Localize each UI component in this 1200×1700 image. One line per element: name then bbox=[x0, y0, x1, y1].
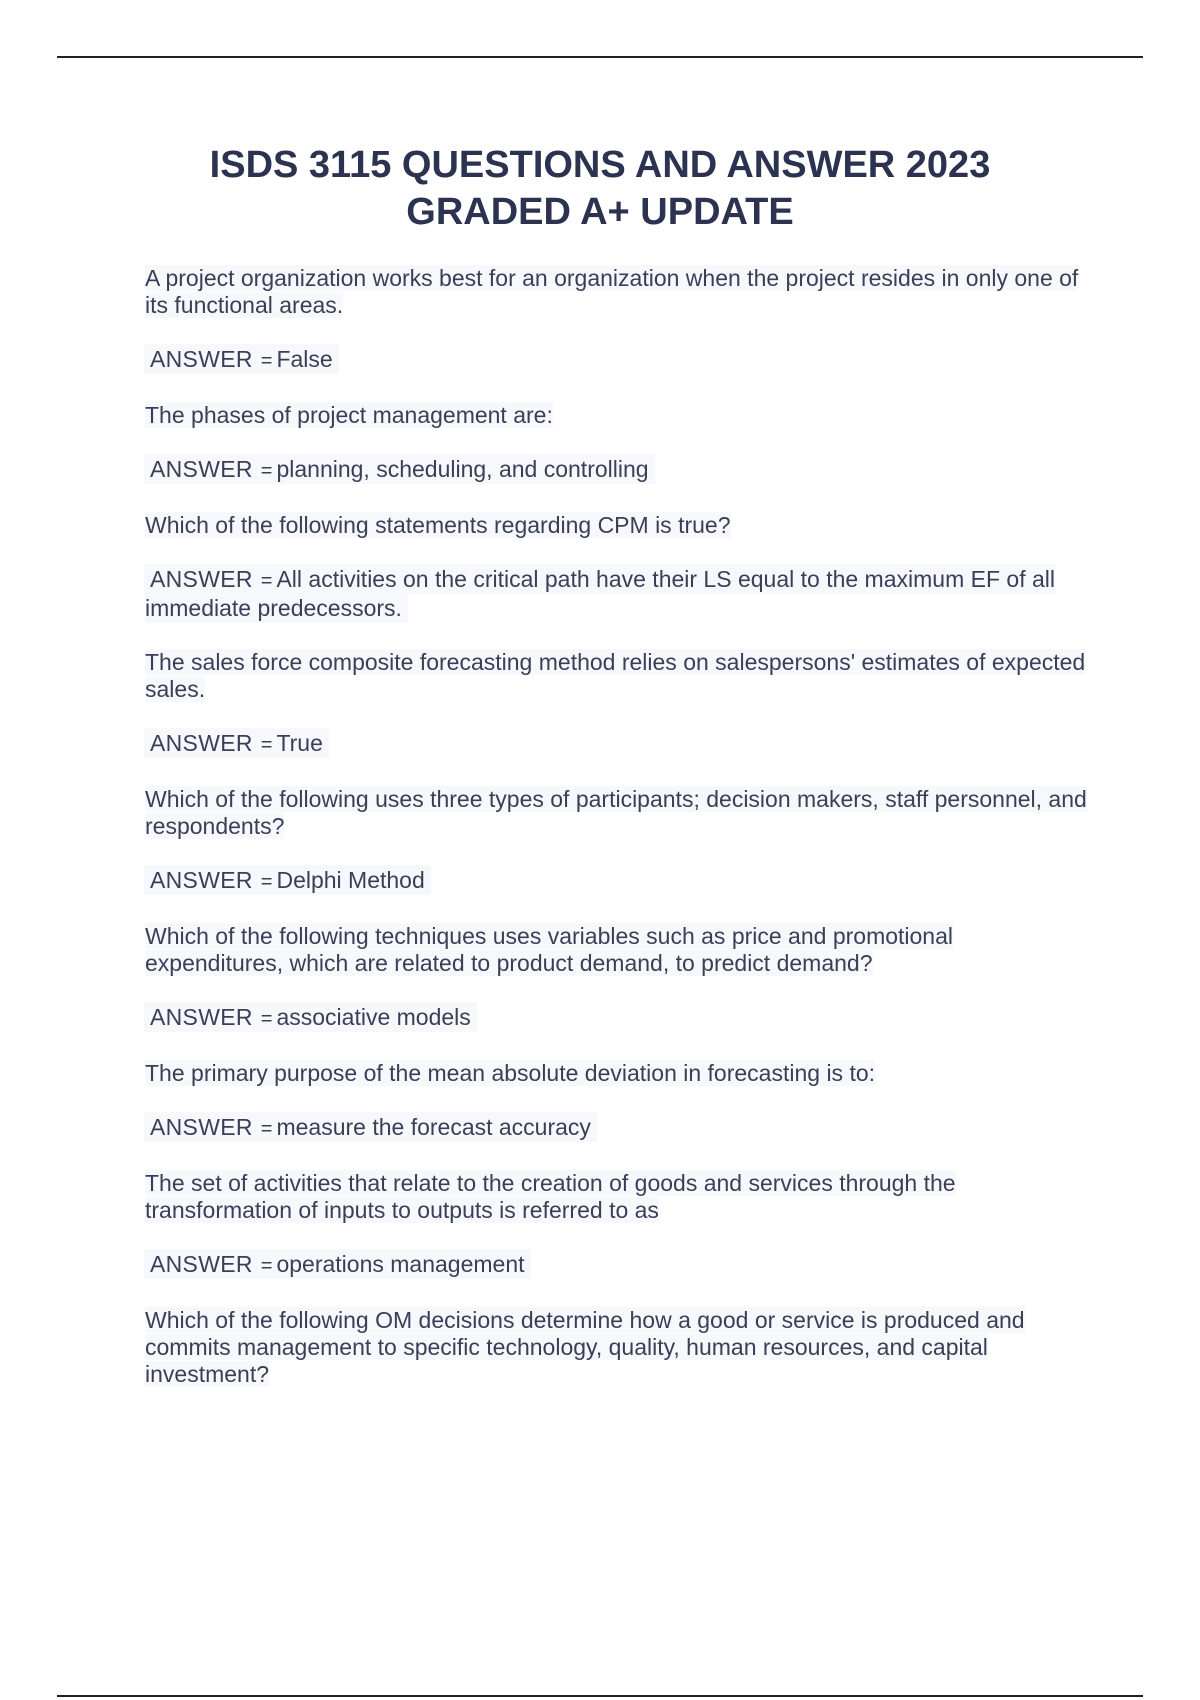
answer-text: All activities on the critical path have their LS equal to the maximum EF of all immediate predecessors. bbox=[145, 566, 1055, 621]
question-1: A project organization works best for an organization when the project resides in only one of its functional areas. bbox=[145, 265, 1079, 318]
question-8: The set of activities that relate to the creation of goods and services through the transformation of inputs to outputs is referred to as bbox=[145, 1170, 956, 1223]
question-4: The sales force composite forecasting method relies on salespersons' estimates of expected sales. bbox=[145, 649, 1086, 702]
answer-7: ANSWER = measure the forecast accuracy bbox=[145, 1114, 1090, 1143]
qa-list bbox=[145, 265, 1090, 1415]
answer-6: ANSWER = associative models bbox=[145, 1004, 1090, 1033]
document-title bbox=[100, 142, 1100, 236]
answer-key: ANSWER bbox=[150, 730, 253, 756]
answer-1: ANSWER = False bbox=[145, 346, 1090, 375]
answer-key: ANSWER bbox=[150, 867, 253, 893]
answer-text: operations management bbox=[276, 1251, 525, 1277]
question-2: The phases of project management are: bbox=[145, 402, 553, 428]
top-divider bbox=[57, 56, 1143, 58]
answer-key: ANSWER bbox=[150, 346, 253, 372]
answer-2: ANSWER = planning, scheduling, and controlling bbox=[145, 456, 1090, 485]
answer-key: ANSWER bbox=[150, 1004, 253, 1030]
answer-key: ANSWER bbox=[150, 456, 253, 482]
title-line-2: GRADED A+ UPDATE bbox=[406, 191, 794, 233]
answer-text: True bbox=[276, 730, 323, 756]
answer-text: planning, scheduling, and controlling bbox=[276, 456, 649, 482]
question-5: Which of the following uses three types of participants; decision makers, staff personnel, and respondents? bbox=[145, 786, 1087, 839]
bottom-divider bbox=[57, 1695, 1143, 1697]
answer-key: ANSWER bbox=[150, 566, 253, 592]
title-line-1: ISDS 3115 QUESTIONS AND ANSWER 2023 bbox=[209, 144, 991, 186]
answer-5: ANSWER = Delphi Method bbox=[145, 867, 1090, 896]
answer-key: ANSWER bbox=[150, 1114, 253, 1140]
question-9: Which of the following OM decisions determine how a good or service is produced and commits management to specific technology, quality, human resources, and capital investment? bbox=[145, 1307, 1025, 1387]
answer-text: measure the forecast accuracy bbox=[276, 1114, 591, 1140]
answer-text: False bbox=[276, 346, 333, 372]
answer-8: ANSWER = operations management bbox=[145, 1251, 1090, 1280]
question-7: The primary purpose of the mean absolute deviation in forecasting is to: bbox=[145, 1060, 876, 1086]
answer-key: ANSWER bbox=[150, 1251, 253, 1277]
question-3: Which of the following statements regarding CPM is true? bbox=[145, 512, 731, 538]
answer-4: ANSWER = True bbox=[145, 730, 1090, 759]
question-6: Which of the following techniques uses variables such as price and promotional expenditures, which are related to product demand, to predict demand? bbox=[145, 923, 953, 976]
answer-text: associative models bbox=[276, 1004, 471, 1030]
answer-3: ANSWER = All activities on the critical path have their LS equal to the maximum EF of all immediate predecessors. bbox=[145, 566, 1055, 621]
answer-text: Delphi Method bbox=[276, 867, 425, 893]
